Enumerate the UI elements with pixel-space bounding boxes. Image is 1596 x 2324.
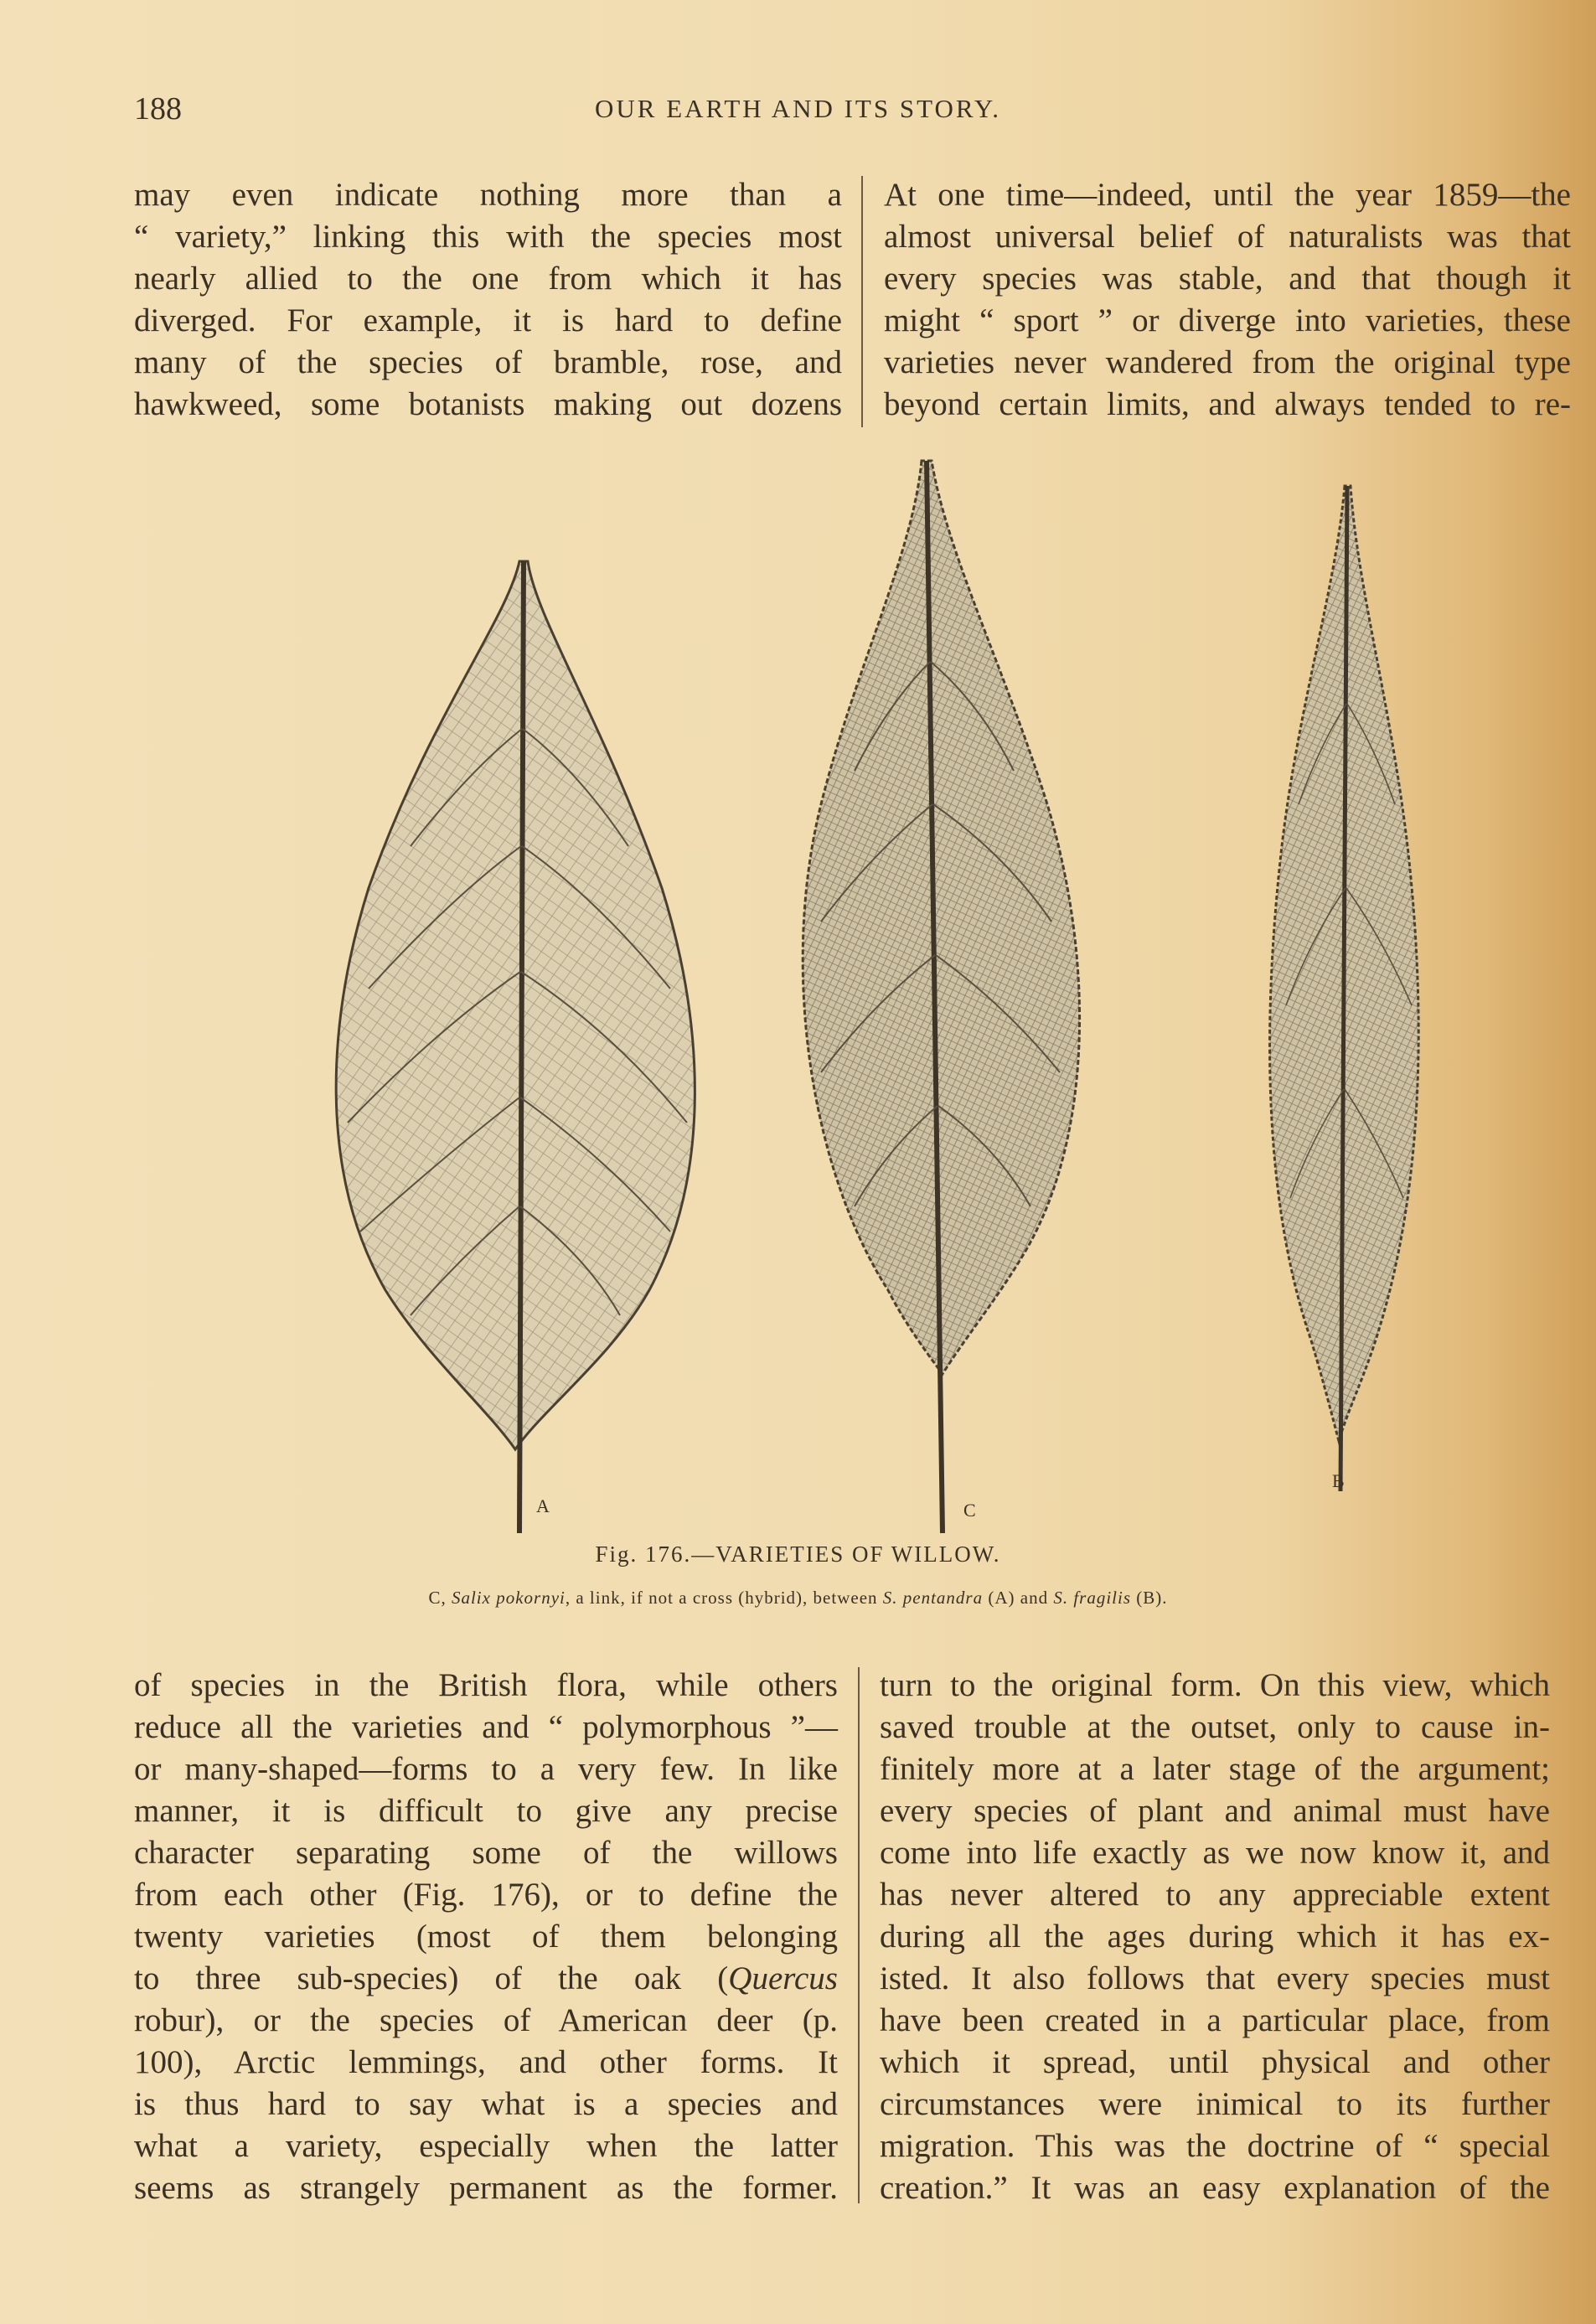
text-line: every species was stable, and that though it [884, 261, 1571, 297]
column-divider [861, 176, 863, 427]
figure-subcaption [0, 1588, 1596, 1609]
text-line: beyond certain limits, and always tended to re- [884, 386, 1571, 422]
text-line: varieties never wandered from the original type [884, 344, 1571, 380]
text-line: hawkweed, some botanists making out dozens [134, 386, 842, 422]
text-line: many of the species of bramble, rose, and [134, 344, 842, 380]
subcaption-species: S. pentandra [882, 1588, 984, 1608]
text-line: which it spread, until physical and other [880, 2044, 1550, 2080]
text-line: reduce all the varieties and “ polymorphous ”— [134, 1709, 838, 1745]
text-line: or many-shaped—forms to a very few. In like [134, 1751, 838, 1787]
text-line: character separating some of the willows [134, 1835, 838, 1871]
italic-term: Quercus [728, 1960, 838, 1996]
text-line: is thus hard to say what is a species and [134, 2086, 838, 2122]
figure-caption: Fig. 176.—VARIETIES OF WILLOW. [595, 1542, 1001, 1567]
text-line: seems as strangely permanent as the former. [134, 2170, 838, 2206]
text-line: almost universal belief of naturalists was that [884, 219, 1571, 255]
text-line: of species in the British flora, while others [134, 1667, 838, 1703]
text-line: twenty varieties (most of them belonging [134, 1919, 838, 1955]
subcaption-part: (B). [1131, 1588, 1168, 1608]
text-line: diverged. For example, it is hard to define [134, 302, 842, 338]
text-line: during all the ages during which it has ex- [880, 1919, 1550, 1955]
subcaption-species: Salix pokornyi [451, 1588, 566, 1608]
text-line: 100), Arctic lemmings, and other forms. It [134, 2044, 838, 2080]
text-fragment: to three sub-species) of the oak ( [134, 1960, 729, 1996]
leaf-b [1270, 486, 1419, 1491]
text-line: manner, it is difficult to give any precise [134, 1793, 838, 1829]
top-left-column [134, 174, 842, 426]
text-line: circumstances were inimical to its further [880, 2086, 1550, 2122]
leaf-label-c: C [963, 1500, 976, 1521]
text-line: robur), or the species of American deer (p. [134, 2002, 838, 2038]
subcaption-part: , a link, if not a cross (hybrid), between [565, 1588, 883, 1608]
bottom-left-column [134, 1665, 838, 2209]
leaf-label-a: A [536, 1495, 550, 1516]
subcaption-part: (A) and [983, 1588, 1054, 1608]
text-line: might “ sport ” or diverge into varieties, these [884, 302, 1571, 338]
text-line: isted. It also follows that every species must [880, 1960, 1550, 1996]
column-divider [858, 1667, 860, 2203]
text-line: finitely more at a later stage of the argument; [880, 1751, 1550, 1787]
text-line: every species of plant and animal must have [880, 1793, 1550, 1829]
page-number: 188 [134, 91, 182, 127]
text-line: come into life exactly as we now know it, and [880, 1835, 1550, 1871]
text-line: what a variety, especially when the latter [134, 2128, 838, 2164]
leaf-c [803, 461, 1079, 1533]
text-line: At one time—indeed, until the year 1859—the [884, 177, 1571, 213]
text-line: turn to the original form. On this view, which [880, 1667, 1550, 1703]
subcaption-part: C, [428, 1588, 452, 1608]
bottom-right-column [880, 1665, 1550, 2209]
text-line: may even indicate nothing more than a [134, 177, 842, 213]
subcaption-species: S. fragilis [1053, 1588, 1132, 1608]
text-line: nearly allied to the one from which it has [134, 261, 842, 297]
text-line: migration. This was the doctrine of “ special [880, 2128, 1550, 2164]
text-line: have been created in a particular place, from [880, 2002, 1550, 2038]
text-line: has never altered to any appreciable extent [880, 1877, 1550, 1913]
text-line: from each other (Fig. 176), or to define the [134, 1877, 838, 1913]
leaf-a [336, 561, 695, 1533]
running-head: OUR EARTH AND ITS STORY. [595, 94, 1001, 123]
top-right-column [884, 174, 1571, 426]
text-line [134, 1958, 838, 2000]
text-line: creation.” It was an easy explanation of the [880, 2170, 1550, 2206]
leaf-label-b: B [1332, 1470, 1345, 1491]
willow-leaves-figure [268, 452, 1458, 1533]
text-line: “ variety,” linking this with the species most [134, 219, 842, 255]
text-line: saved trouble at the outset, only to cause in- [880, 1709, 1550, 1745]
